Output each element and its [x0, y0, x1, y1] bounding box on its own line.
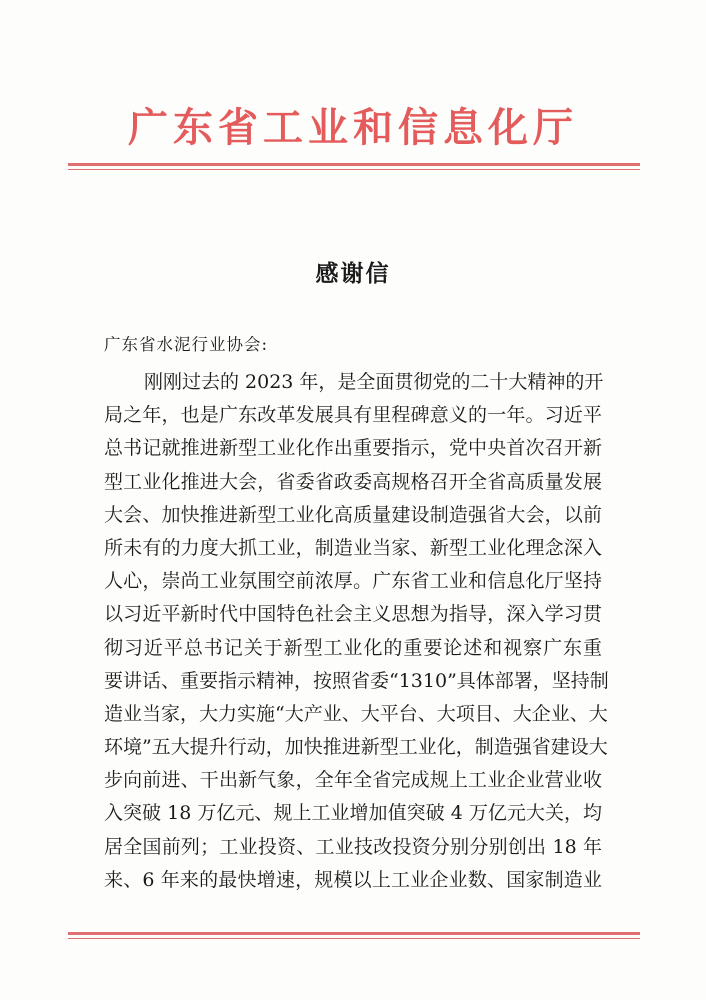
- body-line: 入突破 18 万亿元、规上工业增加值突破 4 万亿元大关，均: [104, 802, 602, 825]
- body-line: 来、6 年来的最快增速，规模以上工业企业数、国家制造业: [104, 868, 602, 891]
- body-line: 步向前进、干出新气象，全年全省完成规上工业企业营业收: [104, 769, 602, 792]
- document-title: 感谢信: [315, 260, 391, 287]
- letterhead-rule-thick: [68, 163, 640, 166]
- body-line: 造业当家，大力实施“大产业、大平台、大项目、大企业、大: [104, 702, 608, 725]
- body-line: 所未有的力度大抓工业，制造业当家、新型工业化理念深入: [104, 536, 602, 559]
- body-line: 总书记就推进新型工业化作出重要指示，党中央首次召开新: [104, 437, 602, 460]
- letterhead-rule-thin: [68, 169, 640, 170]
- body-line: 局之年，也是广东改革发展具有里程碑意义的一年。习近平: [104, 404, 602, 427]
- body-line: 人心，崇尚工业氛围空前浓厚。广东省工业和信息化厅坚持: [104, 570, 602, 593]
- body-line: 居全国前列；工业投资、工业技改投资分别分别创出 18 年: [104, 835, 602, 858]
- body-line: 刚刚过去的 2023 年，是全面贯彻党的二十大精神的开: [144, 371, 604, 393]
- body-line: 环境”五大提升行动，加快推进新型工业化，制造强省建设大: [104, 736, 608, 759]
- body-line: 彻习近平总书记关于新型工业化的重要论述和视察广东重: [104, 636, 602, 659]
- salutation: 广东省水泥行业协会:: [104, 335, 269, 354]
- body-line: 要讲话、重要指示精神，按照省委“1310”具体部署，坚持制: [104, 669, 609, 692]
- body-line: 大会、加快推进新型工业化高质量建设制造强省大会，以前: [104, 503, 602, 526]
- body-line: 型工业化推进大会，省委省政委高规格召开全省高质量发展: [104, 470, 602, 493]
- body-line: 以习近平新时代中国特色社会主义思想为指导，深入学习贯: [104, 603, 602, 626]
- footer-rule-thin: [68, 938, 640, 939]
- letterhead-org-name: 广东省工业和信息化厅: [128, 104, 578, 151]
- letter-body: [104, 366, 609, 897]
- footer-rule-thick: [68, 932, 640, 935]
